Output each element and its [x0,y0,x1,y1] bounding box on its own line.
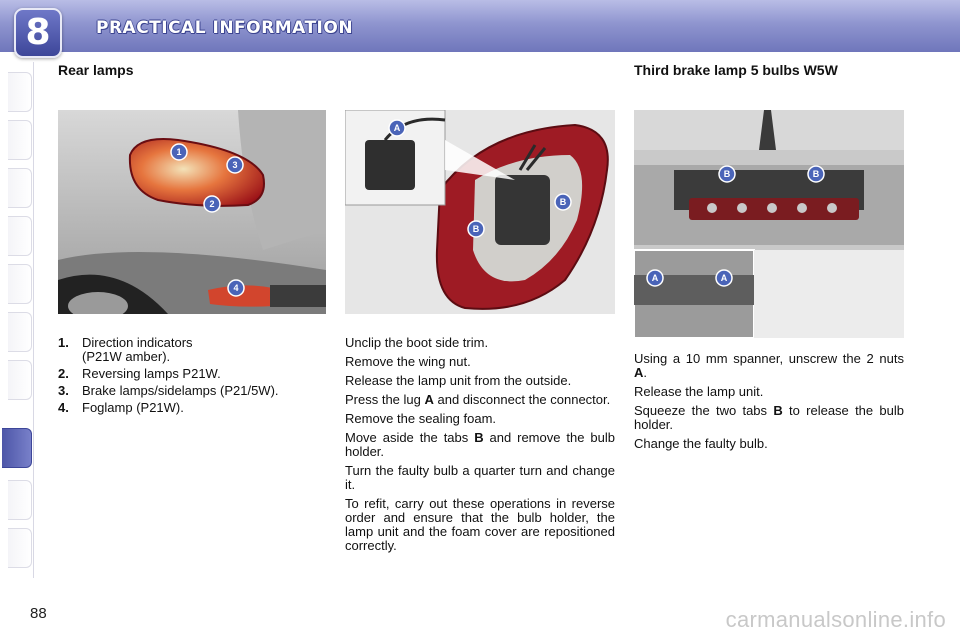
watermark: carmanualsonline.info [725,607,946,632]
callout-a-second [716,270,732,286]
step-text: To refit, carry out these operations in reverse order and ensure that the bulb holder, the lamp unit and the foam cover are repositioned correctly. [345,496,615,553]
step-text: Turn the faulty bulb a quarter turn and change it. [345,463,615,492]
step-text: Release the lamp unit from the outside. [345,373,572,388]
svg-text:B: B [723,169,731,179]
chapter-tab-9[interactable] [8,480,32,520]
chapter-tab-5[interactable] [8,264,32,304]
chapter-tab-8-active[interactable] [2,428,32,468]
chapter-title: PRACTICAL INFORMATION [96,18,354,38]
third-brake-lamp-instructions [634,352,904,456]
step-text: Remove the wing nut. [345,354,471,369]
chapter-tab-2[interactable] [8,120,32,160]
step-text: Move aside the tabs B and remove the bulb holder. [345,430,615,459]
step-text: Release the lamp unit. [634,384,764,399]
chapter-tab-rail [0,62,34,578]
callout-b-right [555,194,571,210]
chapter-tab-7[interactable] [8,360,32,400]
callout-2 [204,196,220,212]
svg-text:A: A [720,273,728,283]
chapter-tab-6[interactable] [8,312,32,352]
svg-text:3: 3 [232,160,238,170]
step-text: Squeeze the two tabs B to release the bulb holder. [634,403,905,432]
page-number: 88 [30,605,47,622]
rear-lamps-heading: Rear lamps [58,62,134,78]
svg-text:B: B [559,197,567,207]
lamp-unit-photo [345,110,615,314]
chapter-tab-4[interactable] [8,216,32,256]
rear-lamp-instructions [345,336,615,558]
list-item: 2. Reversing lamps P21W. [58,366,221,381]
rear-lamps-photo [58,110,326,314]
callout-b-left [468,221,484,237]
svg-text:A: A [393,123,401,133]
chapter-tab-10[interactable] [8,528,32,568]
svg-text:4: 4 [233,283,239,293]
svg-text:1: 1 [176,147,182,157]
chapter-number-badge: 8 [14,8,62,58]
chapter-tab-1[interactable] [8,72,32,112]
callout-3 [227,157,243,173]
callout-a [389,120,405,136]
callout-b-second [808,166,824,182]
callout-1 [171,144,187,160]
bulb-list [58,336,330,418]
callout-4 [228,280,244,296]
third-brake-lamp-photo [634,110,904,338]
step-text: Change the faulty bulb. [634,436,768,451]
step-text: Press the lug A and disconnect the connector. [345,392,611,407]
step-text: Using a 10 mm spanner, unscrew the 2 nuts A. [634,351,904,380]
callout-b-first [719,166,735,182]
list-item: 1. Direction indicators (P21W amber). [58,335,193,364]
list-item: 4. Foglamp (P21W). [58,400,184,415]
step-text: Remove the sealing foam. [345,411,497,426]
list-item: 3. Brake lamps/sidelamps (P21/5W). [58,383,279,398]
svg-text:2: 2 [209,199,215,209]
chapter-tab-3[interactable] [8,168,32,208]
svg-text:B: B [472,224,480,234]
callout-a-first [647,270,663,286]
third-brake-lamp-heading: Third brake lamp 5 bulbs W5W [634,62,838,78]
svg-text:B: B [812,169,820,179]
svg-text:A: A [651,273,659,283]
step-text: Unclip the boot side trim. [345,335,489,350]
